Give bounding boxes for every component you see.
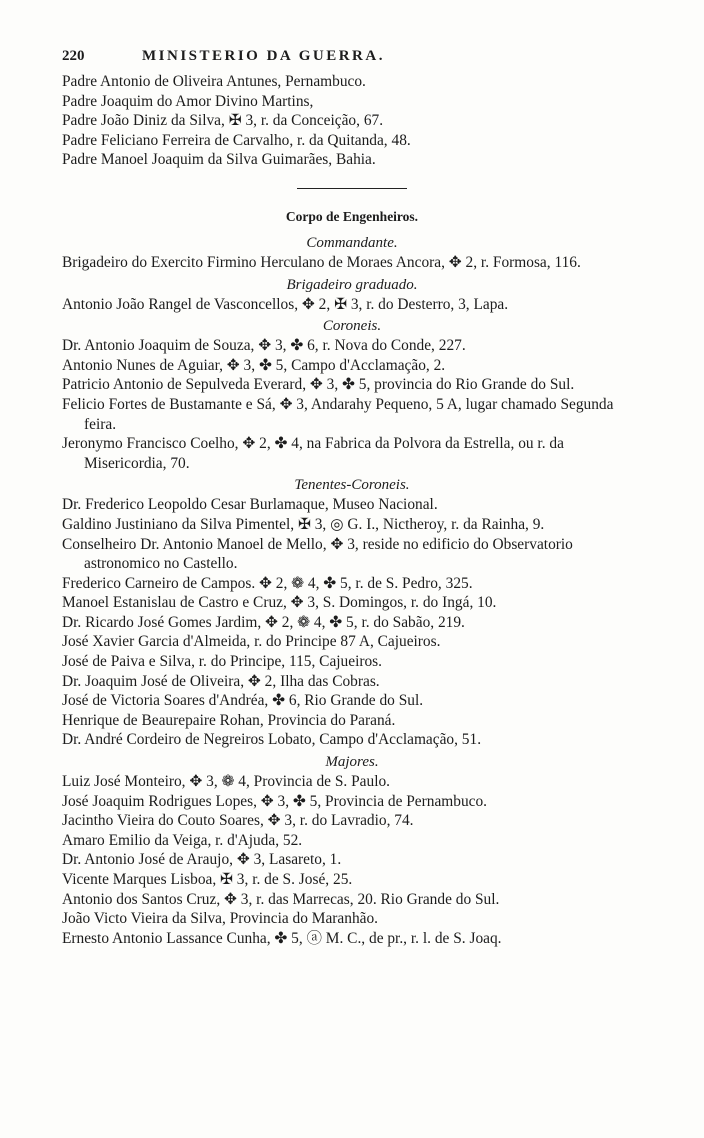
running-head: MINISTERIO DA GUERRA.: [142, 48, 385, 64]
list-item: Manoel Estanislau de Castro e Cruz, ✥ 3, S. Domingos, r. do Ingá, 10.: [62, 594, 497, 612]
list-item: Dr. Antonio José de Araujo, ✥ 3, Lasareto, 1.: [62, 851, 342, 869]
list-item: Henrique de Beaurepaire Rohan, Provincia do Paraná.: [62, 711, 396, 729]
list-item: José Joaquim Rodrigues Lopes, ✥ 3, ✤ 5, Provincia de Pernambuco.: [62, 792, 488, 810]
rank-heading-tenentes-coroneis: Tenentes-Coroneis.: [294, 477, 410, 494]
list-item: José de Paiva e Silva, r. do Principe, 115, Cajueiros.: [62, 653, 383, 671]
document-page: [62, 48, 642, 948]
rank-heading-majores: Majores.: [325, 754, 379, 771]
list-item: Dr. Antonio Joaquim de Souza, ✥ 3, ✤ 6, r. Nova do Conde, 227.: [62, 337, 466, 355]
list-item: Padre Manoel Joaquim da Silva Guimarães, Bahia.: [62, 151, 376, 169]
list-item: Dr. Joaquim José de Oliveira, ✥ 2, Ilha das Cobras.: [62, 672, 380, 690]
list-item: Antonio João Rangel de Vasconcellos, ✥ 2, ✠ 3, r. do Desterro, 3, Lapa.: [62, 295, 509, 313]
section-divider: [297, 188, 407, 189]
list-item: Vicente Marques Lisboa, ✠ 3, r. de S. José, 25.: [62, 871, 353, 888]
list-item: Padre Feliciano Ferreira de Carvalho, r. da Quitanda, 48.: [62, 131, 411, 149]
list-item: Conselheiro Dr. Antonio Manoel de Mello, ✥ 3, reside no edificio do Observatorio astronomico no Castello.: [62, 535, 573, 573]
list-item: Jeronymo Francisco Coelho, ✥ 2, ✤ 4, na Fabrica da Polvora da Estrella, ou r. da Misericordia, 70.: [62, 435, 564, 472]
list-item: Brigadeiro do Exercito Firmino Herculano de Moraes Ancora, ✥ 2, r. Formosa, 116.: [62, 253, 581, 271]
list-item: Amaro Emilio da Veiga, r. d'Ajuda, 52.: [62, 831, 303, 849]
list-item: Antonio dos Santos Cruz, ✥ 3, r. das Marrecas, 20. Rio Grande do Sul.: [62, 890, 500, 908]
list-item: Padre Antonio de Oliveira Antunes, Pernambuco.: [62, 73, 366, 90]
rank-heading-commandante: Commandante.: [306, 234, 398, 251]
list-item: Antonio Nunes de Aguiar, ✥ 3, ✤ 5, Campo d'Acclamação, 2.: [62, 356, 446, 374]
list-item: Padre Joaquim do Amor Divino Martins,: [62, 92, 314, 110]
list-item: Dr. André Cordeiro de Negreiros Lobato, Campo d'Acclamação, 51.: [62, 731, 482, 749]
page-header: [62, 48, 642, 72]
list-item: Luiz José Monteiro, ✥ 3, ❁ 4, Provincia de S. Paulo.: [62, 773, 391, 791]
list-item: Dr. Ricardo José Gomes Jardim, ✥ 2, ❁ 4, ✤ 5, r. do Sabão, 219.: [62, 613, 465, 631]
rank-heading-coroneis: Coroneis.: [322, 318, 382, 335]
list-item: José de Victoria Soares d'Andréa, ✤ 6, Rio Grande do Sul.: [62, 692, 424, 710]
page-number: 220: [62, 48, 85, 64]
section-title: Corpo de Engenheiros.: [285, 208, 419, 224]
list-item: Felicio Fortes de Bustamante e Sá, ✥ 3, Andarahy Pequeno, 5 A, lugar chamado Segunda feira.: [62, 395, 614, 433]
list-item: Dr. Frederico Leopoldo Cesar Burlamaque, Museo Nacional.: [62, 496, 438, 514]
clergy-list: [62, 72, 642, 170]
list-item: Jacintho Vieira do Couto Soares, ✥ 3, r. do Lavradio, 74.: [62, 812, 414, 830]
rank-heading-brigadeiro: Brigadeiro graduado.: [286, 276, 418, 293]
list-item: José Xavier Garcia d'Almeida, r. do Principe 87 A, Cajueiros.: [62, 633, 441, 651]
list-item: Frederico Carneiro de Campos. ✥ 2, ❁ 4, ✤ 5, r. de S. Pedro, 325.: [62, 574, 473, 592]
list-item: Ernesto Antonio Lassance Cunha, ✤ 5, ⓐ M. C., de pr., r. l. de S. Joaq.: [62, 929, 502, 947]
list-item: Patricio Antonio de Sepulveda Everard, ✥ 3, ✤ 5, provincia do Rio Grande do Sul.: [62, 376, 575, 394]
list-item: João Victo Vieira da Silva, Provincia do Maranhão.: [62, 910, 379, 928]
list-item: Padre João Diniz da Silva, ✠ 3, r. da Conceição, 67.: [62, 112, 384, 130]
list-item: Galdino Justiniano da Silva Pimentel, ✠ 3, ◎ G. I., Nictheroy, r. da Rainha, 9.: [62, 515, 545, 533]
